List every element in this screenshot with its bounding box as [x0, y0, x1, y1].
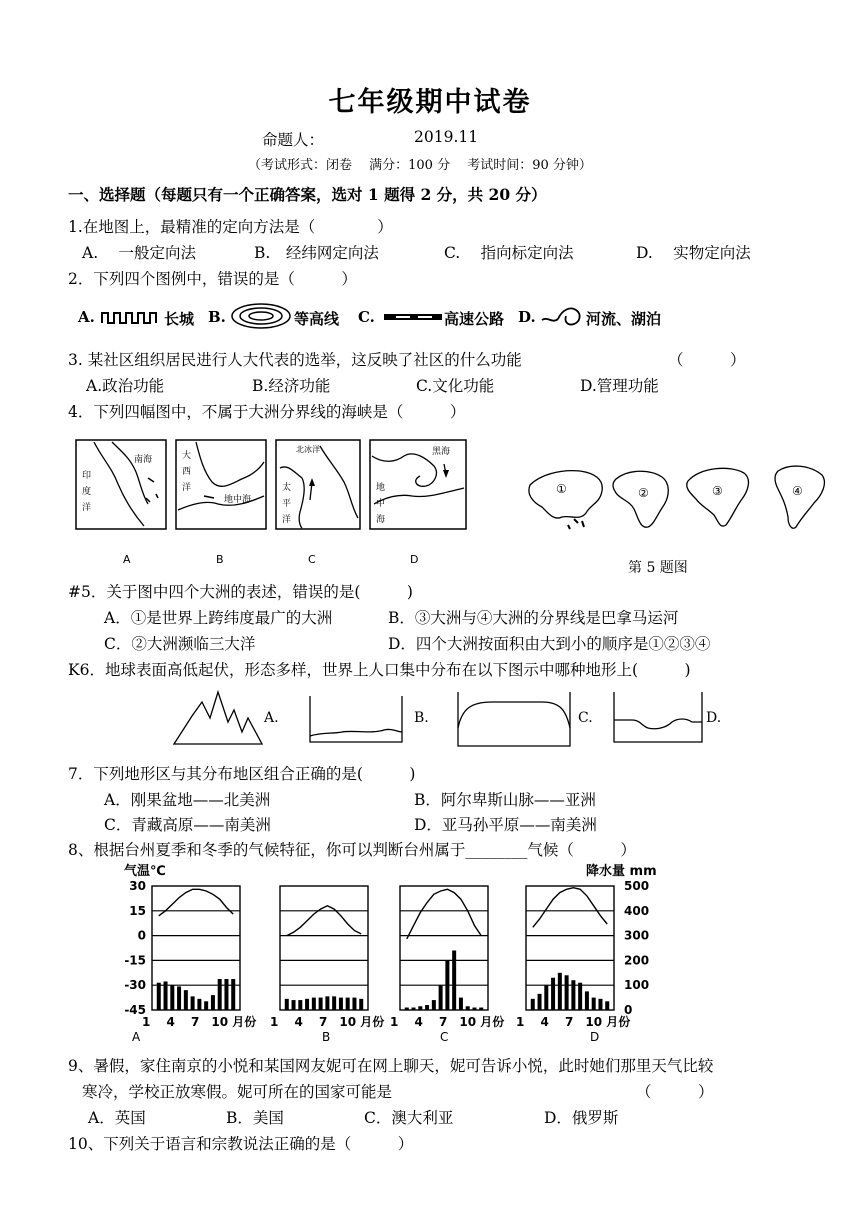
precip-bar — [544, 985, 548, 1010]
q2-legend-d-letter[interactable]: D. — [518, 308, 536, 326]
climate-chart-svg — [120, 858, 660, 1044]
q3-option-c[interactable]: C.文化功能 — [416, 377, 495, 395]
continent-mark-1: ① — [556, 482, 567, 496]
precip-bar — [164, 981, 168, 1010]
precip-axis-label: 降水量 mm — [586, 864, 657, 879]
terrain-plain-profile — [614, 692, 702, 742]
precip-bar — [412, 1008, 416, 1010]
map-d-label-4: 海 — [376, 515, 386, 525]
q2-legend-b-label: 等高线 — [294, 310, 340, 328]
continent-africa-shape — [613, 471, 668, 527]
exam-date: 2019.11 — [414, 128, 479, 146]
strait-map-c — [276, 440, 360, 529]
map-c-label-1: 北冰洋 — [296, 445, 320, 454]
continent-south-america-shape — [775, 466, 824, 528]
precip-tick-label: 500 — [624, 879, 650, 893]
q9-option-c[interactable]: C．澳大利亚 — [364, 1109, 454, 1127]
q4-map-letter-d[interactable]: D — [410, 553, 419, 566]
q8-climate-charts — [120, 858, 660, 1044]
q1-stem: 1.在地图上，最精准的定向方法是（ ） — [68, 218, 393, 236]
map-d-label-3: 中 — [376, 499, 386, 509]
map-b-label-4: 地中海 — [224, 495, 252, 505]
q1-option-c[interactable]: C. 指向标定向法 — [444, 244, 574, 262]
q8-stem: 8、根据台州夏季和冬季的气候特征，你可以判断台州属于________气候（ ） — [68, 841, 636, 859]
precip-bar — [177, 986, 181, 1010]
chart-letter-d[interactable]: D — [590, 1030, 600, 1044]
q5-option-d[interactable]: D．四个大洲按面积由大到小的顺序是①②③④ — [388, 635, 711, 653]
q2-legend-c-letter[interactable]: C. — [358, 308, 375, 326]
precip-bar — [466, 1006, 470, 1010]
precip-bar — [352, 998, 356, 1010]
map-b-label-2: 西 — [182, 467, 192, 477]
precip-bar — [425, 1005, 429, 1010]
precip-bar — [585, 991, 589, 1010]
precip-bar — [305, 999, 309, 1010]
precip-bar — [218, 979, 222, 1010]
q10-stem: 10、下列关于语言和宗教说法正确的是（ ） — [68, 1135, 414, 1153]
precip-tick-label: 400 — [624, 903, 650, 918]
precip-bar — [445, 960, 449, 1010]
precip-bar — [325, 996, 329, 1010]
q7-option-b[interactable]: B．阿尔卑斯山脉——亚洲 — [414, 791, 596, 809]
continent-mark-3: ③ — [712, 484, 723, 498]
continent-asia-shape — [529, 471, 602, 529]
precip-bar — [224, 979, 228, 1010]
precip-bar — [432, 1000, 436, 1010]
map-c-label-4: 洋 — [282, 515, 292, 525]
q1-option-b[interactable]: B. 经纬网定向法 — [254, 244, 379, 262]
precip-bar — [531, 999, 535, 1010]
month-tick-label: 1 4 7 10 月份 — [390, 1015, 505, 1029]
precip-bar — [551, 978, 555, 1010]
month-tick-label: 1 4 7 10 月份 — [516, 1015, 631, 1029]
precip-bar — [184, 990, 188, 1010]
chart-frame — [400, 886, 488, 1010]
temp-tick-label: -30 — [124, 978, 146, 993]
precip-bar — [538, 994, 542, 1010]
precip-bar — [319, 998, 323, 1010]
precip-bar — [578, 983, 582, 1010]
q9-stem-line1: 9、暑假，家住南京的小悦和某国网友妮可在网上聊天，妮可告诉小悦，此时她们那里天气比较 — [68, 1057, 714, 1075]
strait-map-a — [76, 440, 166, 529]
precip-bar — [157, 983, 161, 1010]
map-c-label-3: 平 — [282, 499, 292, 509]
map-c-label-2: 太 — [282, 483, 292, 493]
precip-tick-label: 0 — [624, 1003, 633, 1017]
contour-line-symbol-icon — [230, 302, 292, 330]
chart-letter-b[interactable]: B — [322, 1030, 331, 1044]
q2-legend-c-label: 高速公路 — [444, 310, 505, 328]
temp-tick-label: -15 — [124, 953, 146, 968]
temp-axis-label: 气温℃ — [124, 864, 166, 879]
precip-bar — [452, 950, 456, 1010]
precip-bar — [472, 1008, 476, 1010]
precip-bar — [298, 1000, 302, 1010]
q9-option-d[interactable]: D．俄罗斯 — [544, 1109, 619, 1127]
precip-bar — [459, 998, 463, 1010]
q9-option-a[interactable]: A．英国 — [88, 1109, 146, 1127]
q1-option-d[interactable]: D. 实物定向法 — [636, 244, 751, 262]
q6-letter-b[interactable]: B. — [414, 710, 429, 726]
precip-bar — [418, 1006, 422, 1010]
chart-frame — [280, 886, 368, 1010]
q4-map-letter-a[interactable]: A — [123, 553, 131, 566]
q7-option-a[interactable]: A．刚果盆地——北美洲 — [104, 791, 271, 809]
month-tick-label: 1 4 7 10 月份 — [270, 1015, 385, 1029]
map-a-label-4: 洋 — [82, 503, 92, 513]
q2-legend-a-letter[interactable]: A. — [78, 308, 95, 326]
exam-info: （考试形式：闭卷 满分：100 分 考试时间：90 分钟） — [248, 158, 592, 173]
q7-option-c[interactable]: C．青藏高原——南美洲 — [104, 816, 271, 834]
q9-option-b[interactable]: B．美国 — [226, 1109, 284, 1127]
map-b-label-3: 洋 — [182, 483, 192, 493]
precip-tick-label: 200 — [624, 953, 650, 968]
precip-bar — [598, 999, 602, 1010]
map-a-label-3: 度 — [82, 487, 92, 497]
precip-bar — [359, 999, 363, 1010]
q2-stem: 2．下列四个图例中，错误的是（ ） — [68, 270, 357, 288]
precip-bar — [191, 996, 195, 1010]
temp-tick-label: 15 — [129, 903, 146, 918]
terrain-mountain-profile — [174, 692, 262, 744]
precip-bar — [231, 979, 235, 1010]
precip-bar — [439, 985, 443, 1010]
precip-bar — [204, 1001, 208, 1010]
page-title: 七年级期中试卷 — [328, 87, 532, 118]
month-tick-label: 1 4 7 10 月份 — [142, 1015, 257, 1029]
q5-caption: 第 5 题图 — [628, 560, 688, 576]
q5-option-b[interactable]: B．③大洲与④大洲的分界线是巴拿马运河 — [388, 609, 679, 627]
q4-stem: 4．下列四幅图中，不属于大洲分界线的海峡是（ ） — [68, 403, 466, 421]
q6-letter-c[interactable]: C. — [578, 710, 593, 726]
strait-map-b — [176, 440, 266, 529]
q4-map-letter-b[interactable]: B — [216, 553, 224, 566]
chart-frame — [526, 886, 614, 1010]
temp-tick-label: 30 — [129, 879, 146, 893]
precip-bar — [211, 995, 215, 1010]
q3-option-d[interactable]: D.管理功能 — [580, 377, 659, 395]
chart-letter-c[interactable]: C — [440, 1030, 449, 1044]
q1-option-a[interactable]: A. 一般定向法 — [82, 244, 197, 262]
q3-option-b[interactable]: B.经济功能 — [252, 377, 331, 395]
precip-bar — [405, 1008, 409, 1010]
precip-tick-label: 300 — [624, 928, 650, 943]
q6-stem: K6．地球表面高低起伏，形态多样，世界上人口集中分布在以下图示中哪种地形上( ) — [68, 661, 691, 679]
q2-legend-row — [78, 300, 678, 334]
q3-stem: 3. 某社区组织居民进行人大代表的选举，这反映了社区的什么功能 — [68, 351, 522, 369]
q5-option-c[interactable]: C．②大洲濒临三大洋 — [104, 635, 256, 653]
chart-letter-a[interactable]: A — [132, 1030, 141, 1044]
precip-bar — [197, 999, 201, 1010]
precip-bar — [571, 980, 575, 1010]
q4-strait-maps — [74, 438, 470, 533]
q5-continents-figure — [520, 455, 830, 535]
q9-answer-paren: （ ） — [636, 1083, 714, 1101]
q6-letter-a[interactable]: A. — [264, 710, 279, 726]
q2-legend-b-letter[interactable]: B. — [208, 308, 226, 326]
author-label: 命题人： — [262, 131, 325, 149]
q5-stem: #5．关于图中四个大洲的表述，错误的是( ) — [68, 583, 413, 601]
q2-legend-a-label: 长城 — [164, 310, 195, 328]
precip-bar — [565, 975, 569, 1010]
q6-letter-d[interactable]: D. — [706, 710, 722, 726]
precip-bar — [339, 998, 343, 1010]
temp-tick-label: 0 — [137, 928, 146, 943]
precip-bar — [292, 1000, 296, 1010]
temp-line — [407, 889, 481, 939]
precip-tick-label: 100 — [624, 978, 650, 993]
precip-bar — [332, 996, 336, 1010]
precip-bar — [312, 998, 316, 1010]
precip-bar — [592, 998, 596, 1010]
q2-legend-d-label: 河流、湖泊 — [586, 310, 662, 328]
precip-bar — [558, 973, 562, 1010]
great-wall-symbol-icon — [100, 309, 160, 327]
temp-line — [159, 889, 233, 916]
q7-stem: 7．下列地形区与其分布地区组合正确的是( ) — [68, 765, 416, 783]
highway-symbol-icon — [382, 310, 444, 324]
strait-map-d — [370, 440, 466, 529]
q3-option-a[interactable]: A.政治功能 — [86, 377, 165, 395]
map-b-label-1: 大 — [182, 451, 192, 461]
river-lake-symbol-icon — [540, 302, 586, 330]
map-d-label-1: 黑海 — [432, 447, 451, 457]
q3-answer-paren: （ ） — [668, 351, 746, 369]
q6-terrain-figures — [172, 688, 732, 748]
continent-mark-4: ④ — [792, 484, 803, 498]
map-a-label-1: 南海 — [134, 455, 153, 465]
precip-bar — [170, 985, 174, 1010]
q9-stem-line2: 寒冷，学校正放寒假。妮可所在的国家可能是 — [82, 1083, 393, 1101]
temp-line — [533, 888, 607, 928]
continent-north-america-shape — [687, 468, 749, 526]
precip-bar — [605, 1001, 609, 1010]
q7-option-d[interactable]: D．亚马孙平原——南美洲 — [414, 816, 597, 834]
section-heading: 一、选择题（每题只有一个正确答案，选对 1 题得 2 分，共 20 分） — [68, 185, 547, 204]
precip-bar — [346, 998, 350, 1010]
terrain-basin-profile — [310, 696, 402, 742]
q4-map-letter-c[interactable]: C — [308, 553, 316, 566]
map-a-label-2: 印 — [82, 471, 92, 481]
q5-option-a[interactable]: A．①是世界上跨纬度最广的大洲 — [104, 609, 333, 627]
terrain-plateau-profile — [458, 692, 570, 746]
map-d-label-2: 地 — [376, 483, 386, 493]
precip-bar — [285, 999, 289, 1010]
precip-bar — [479, 1008, 483, 1010]
continent-mark-2: ② — [638, 486, 649, 500]
temp-tick-label: -45 — [124, 1003, 146, 1017]
